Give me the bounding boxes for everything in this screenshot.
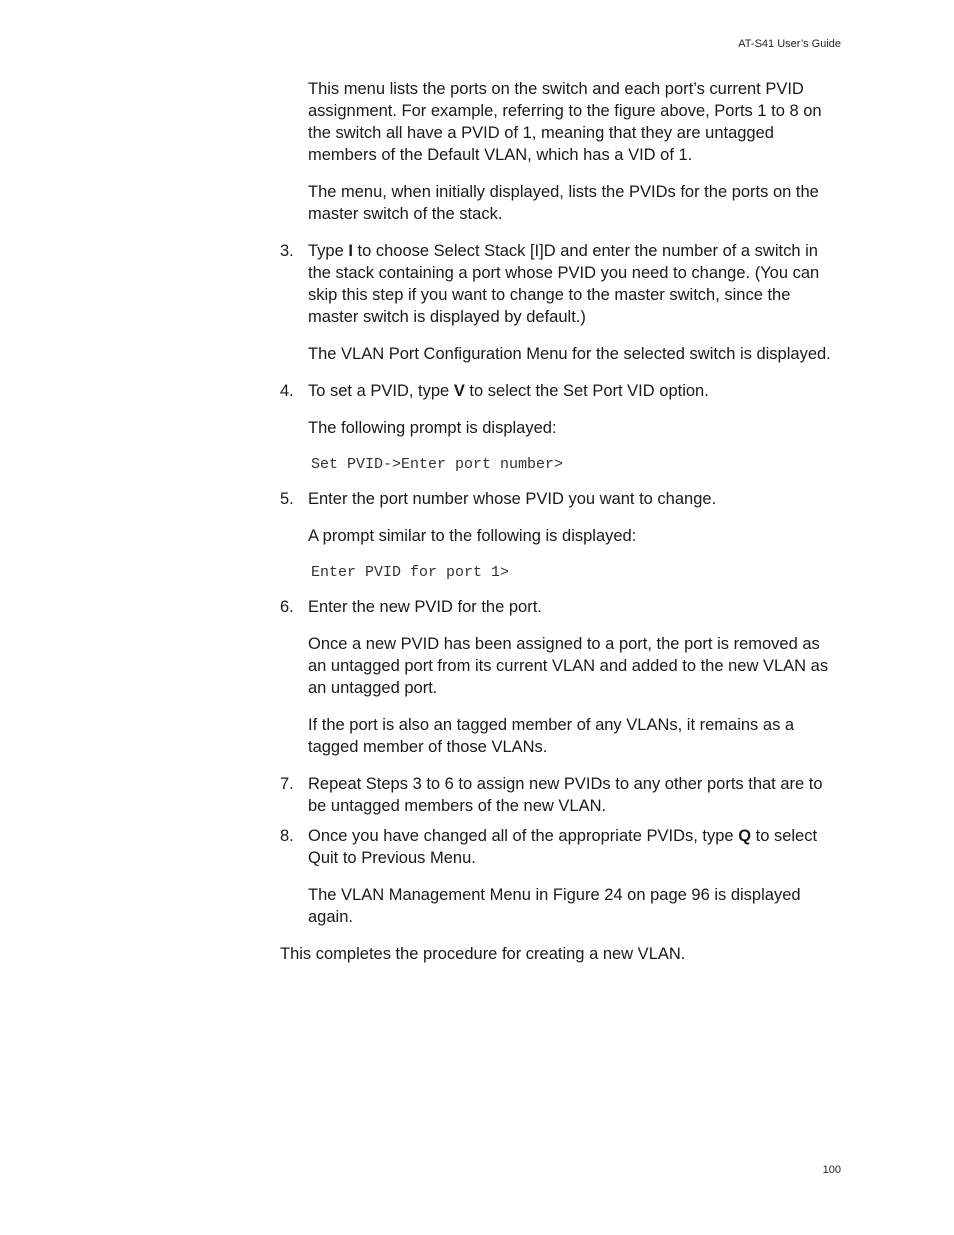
step-4 xyxy=(280,380,842,402)
step-4-note: The following prompt is displayed: xyxy=(308,419,557,437)
step-text: to select Quit to Previous Menu. xyxy=(308,827,818,867)
page-number: 100 xyxy=(822,1164,841,1176)
step-text: To set a PVID, type xyxy=(308,382,454,400)
key-letter: Q xyxy=(738,827,752,845)
intro-paragraph-1: This menu lists the ports on the switch and each port’s current PVID assignment. For example, referring to the figure above, Ports 1 to 8 on the switch all have a PVID of 1, meaning that they are untagged members of the Default VLAN, which has a VID of 1. xyxy=(308,80,822,164)
step-number: 7. xyxy=(280,775,294,793)
step-6-note-2: If the port is also an tagged member of any VLANs, it remains as a tagged member of those VLANs. xyxy=(308,716,795,756)
step-number: 6. xyxy=(280,598,294,616)
step-3-note: The VLAN Port Configuration Menu for the selected switch is displayed. xyxy=(308,345,831,363)
closing-paragraph: This completes the procedure for creating a new VLAN. xyxy=(280,945,686,963)
step-6-note-1: Once a new PVID has been assigned to a port, the port is removed as an untagged port from its current VLAN and added to the new VLAN as an untagged port. xyxy=(308,635,829,697)
step-text: Repeat Steps 3 to 6 to assign new PVIDs to any other ports that are to be untagged members of the new VLAN. xyxy=(308,775,823,815)
code-prompt: Set PVID->Enter port number> xyxy=(311,456,564,473)
step-text: Enter the port number whose PVID you want to change. xyxy=(308,490,717,508)
step-8-note: The VLAN Management Menu in Figure 24 on page 96 is displayed again. xyxy=(308,886,801,926)
step-text: Type xyxy=(308,242,349,260)
step-text: Enter the new PVID for the port. xyxy=(308,598,542,616)
step-5-note: A prompt similar to the following is displayed: xyxy=(308,527,637,545)
code-prompt: Enter PVID for port 1> xyxy=(311,564,510,581)
step-text: Once you have changed all of the appropriate PVIDs, type xyxy=(308,827,739,845)
step-number: 5. xyxy=(280,490,294,508)
step-8 xyxy=(280,825,842,869)
step-7 xyxy=(280,773,842,817)
step-number: 8. xyxy=(280,827,294,845)
key-letter: I xyxy=(348,242,353,260)
running-header: AT-S41 User’s Guide xyxy=(738,38,841,50)
step-text: to select the Set Port VID option. xyxy=(464,382,709,400)
step-6 xyxy=(280,596,842,618)
key-letter: V xyxy=(453,382,465,400)
step-number: 3. xyxy=(280,242,294,260)
step-text: to choose Select Stack [I]D and enter the number of a switch in the stack containing a port whose PVID you need to change. (You can skip this step if you want to change to the master switch, since the master switch is displayed by default.) xyxy=(308,242,820,326)
step-3 xyxy=(280,240,842,328)
intro-paragraph-2: The menu, when initially displayed, lists the PVIDs for the ports on the master switch of the stack. xyxy=(308,183,819,223)
step-number: 4. xyxy=(280,382,294,400)
page-body xyxy=(280,78,842,980)
step-5 xyxy=(280,488,842,510)
